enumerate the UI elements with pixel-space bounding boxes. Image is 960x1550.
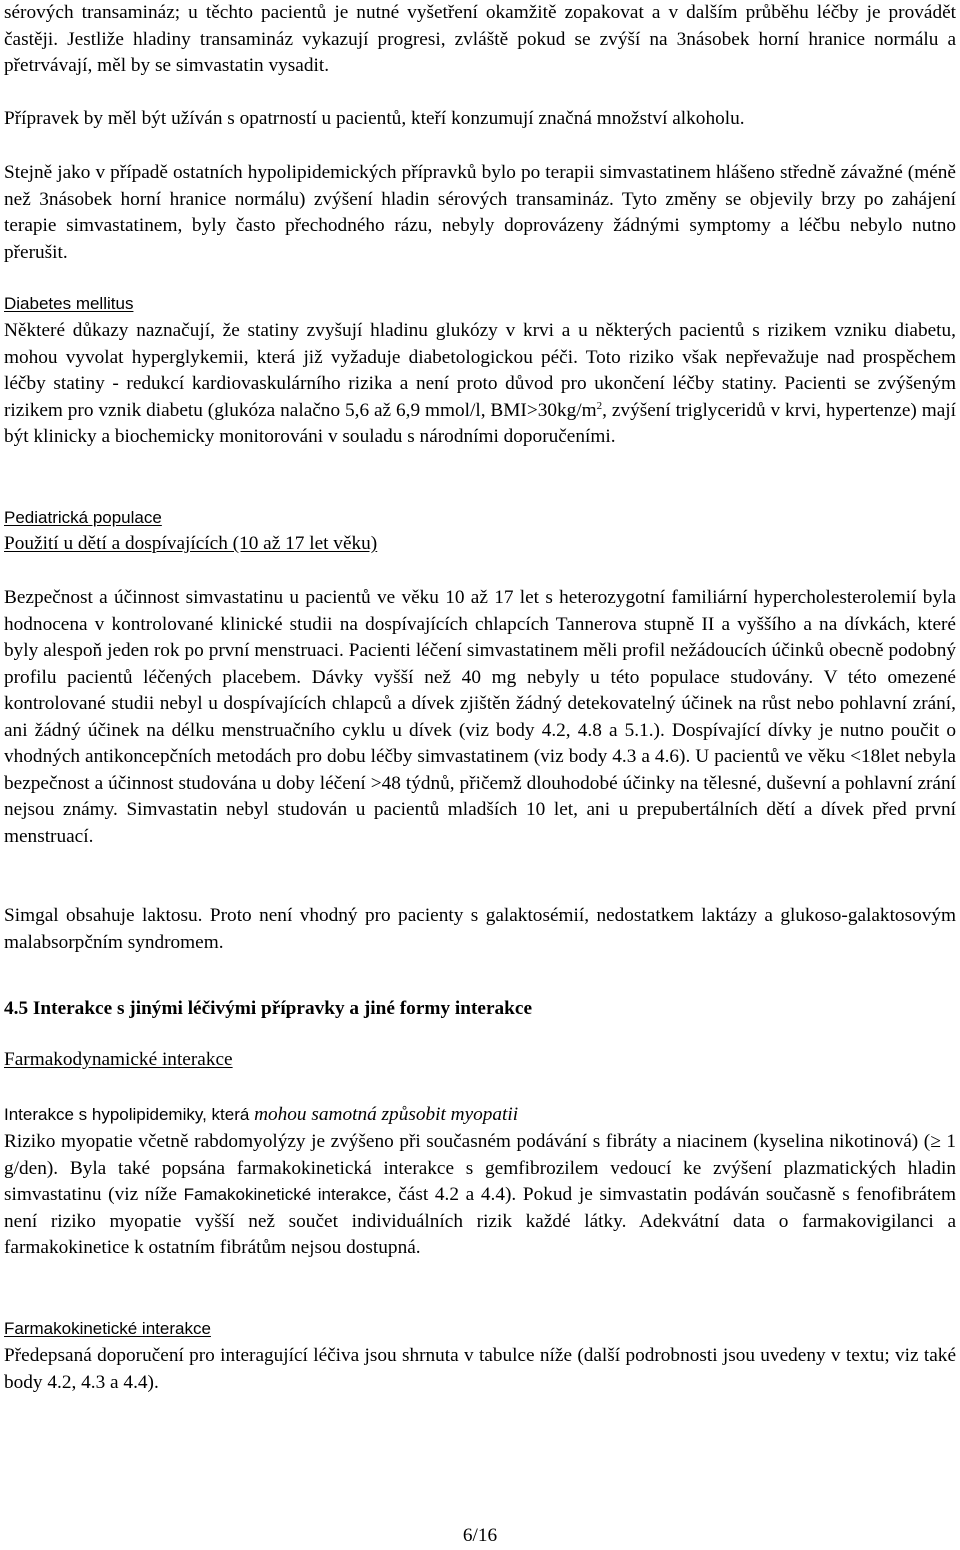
diabetes-superscript: 2 (596, 399, 603, 412)
pediatric-subheading-text: Použití u dětí a dospívajících (10 až 17 let věku) (4, 533, 378, 554)
greater-or-equal-symbol: ≥ (930, 1131, 941, 1152)
paragraph-pharmacokinetic: Předepsaná doporučení pro interagující léčiva jsou shrnuta v tabulce níže (další podrobnosti jsou uvedeny v textu; viz také body 4.2, 4.3 a 4.4). (4, 1345, 956, 1393)
pharmacokinetic-heading-text: Farmakokinetické interakce (4, 1319, 211, 1338)
diabetes-heading-text: Diabetes mellitus (4, 294, 134, 313)
paragraph-other-hypolipidemics: Stejně jako v případě ostatních hypolipidemických přípravků bylo po terapii simvastatinem hlášeno středně závažné (méně než 3násobek horní hranice normálu) zvýšení hladin sérových transamináz. Tyto změny se objevily brzy po zahájení terapie simvastatinem, byly často přechodného rázu, nebyly doprovázeny žádnými symptomy a léčbu nebylo nutno přerušit. (4, 162, 956, 263)
diabetes-heading (4, 291, 956, 318)
pharmacodynamic-heading-text: Farmakodynamické interakce (4, 1049, 233, 1070)
paragraph-diabetes (4, 318, 956, 451)
pediatric-subheading (4, 531, 956, 558)
diabetes-text-b: , zvýšení triglyceridů v krvi, hypertenze) mají být klinicky a biochemicky monitorováni v souladu s národními doporučeními. (4, 399, 957, 447)
pharmacodynamic-heading (4, 1047, 956, 1074)
diabetes-text-a: Některé důkazy naznačují, že statiny zvyšují hladinu glukózy v krvi a u některých pacientů s rizikem vzniku diabetu, mohou vyvolat hyperglykemii, která již vyžaduje diabetologickou péči. Toto riziko však nepřevažuje nad prospěchem léčby statiny - redukcí kardiovaskulárního rizika a není proto důvod pro ukončení léčby statiny. Pacienti se zvýšeným rizikem pro vznik diabetu (glukóza nalačno 5,6 až 6,9 mmol/l, BMI>30kg/m (4, 320, 956, 421)
page-number: 6/16 (462, 1525, 498, 1546)
pharmacodynamic-crossref: Famakokinetické interakce (183, 1185, 387, 1204)
pharmacodynamic-text-b: 1 g/den). Byla také popsána farmakokinetická interakce s gemfibrozilem vedoucí ke zvýšení plazmatických hladin simvastatinu (viz níže (4, 1131, 956, 1205)
paragraph-lactose: Simgal obsahuje laktosu. Proto není vhodný pro pacienty s galaktosémií, nedostatkem laktázy a glukoso-galaktosovým malabsorpčním syndromem. (4, 905, 956, 953)
pharmacodynamic-text-c: , část 4.2 a 4.4). Pokud je simvastatin podáván současně s fenofibrátem není riziko myopatie vyšší než součet individuálních rizik každé látky. Adekvátní data o farmakovigilanci a farmakokinetice k ostatním fibrátům nejsou dostupná. (4, 1184, 956, 1258)
paragraph-alcohol: Přípravek by měl být užíván s opatrností u pacientů, kteří konzumují značná množství alkoholu. (4, 108, 745, 129)
pharmacokinetic-heading (4, 1316, 956, 1343)
pharmacodynamic-subheading-text: Interakce s hypolipidemiky, která (4, 1105, 255, 1124)
pharmacodynamic-subheading-italic: mohou samotná způsobit myopatii (254, 1104, 519, 1125)
paragraph-pharmacodynamic (4, 1129, 956, 1262)
section-heading-4-5: 4.5 Interakce s jinými léčivými přípravky a jiné formy interakce (4, 998, 533, 1019)
pharmacodynamic-subheading (4, 1102, 956, 1129)
paragraph-transaminases-top: sérových transamináz; u těchto pacientů je nutné vyšetření okamžitě zopakovat a v dalším průběhu léčby je provádět častěji. Jestliže hladiny transamináz vykazují progresi, zvláště pokud se zvýší na 3násobek horní hranice normálu a přetrvávají, měl by se simvastatin vysadit. (4, 2, 956, 76)
pediatric-heading-text: Pediatrická populace (4, 508, 162, 527)
pediatric-heading (4, 505, 956, 532)
pharmacodynamic-text-a: Riziko myopatie včetně rabdomyolýzy je zvýšeno při současném podávání s fibráty a niacinem (kyselina nikotinová) ( (4, 1131, 931, 1152)
paragraph-pediatric: Bezpečnost a účinnost simvastatinu u pacientů ve věku 10 až 17 let s heterozygotní familiární hypercholesterolemií byla hodnocena v kontrolované klinické studii na dospívajících chlapcích Tannerova stupně II a vyššího a na dívkách, které byly alespoň jeden rok po první menstruaci. Pacienti léčení simvastatinem měli profil nežádoucích účinků obecně podobný profilu pacientů léčených placebem. Dávky vyšší než 40 mg nebyly u této populace studovány. V této omezené kontrolované studii nebyl u dospívajících chlapců a dívek zjištěn žádný detekovatelný účinek na růst nebo pohlavní zrání, ani žádný účinek na délku menstruačního cyklu u dívek (viz body 4.2, 4.8 a 5.1.). Dospívající dívky je nutno poučit o vhodných antikoncepčních metodách pro dobu léčby simvastatinem (viz body 4.3 a 4.6). U pacientů ve věku <18let nebyla bezpečnost a účinnost studována u doby léčení >48 týdnů, přičemž dlouhodobé účinky na tělesné, duševní a pohlavní zrání nejsou známy. Simvastatin nebyl studován u pacientů mladších 10 let, ani u prepubertálních dětí a dívek před první menstruací. (4, 587, 956, 847)
